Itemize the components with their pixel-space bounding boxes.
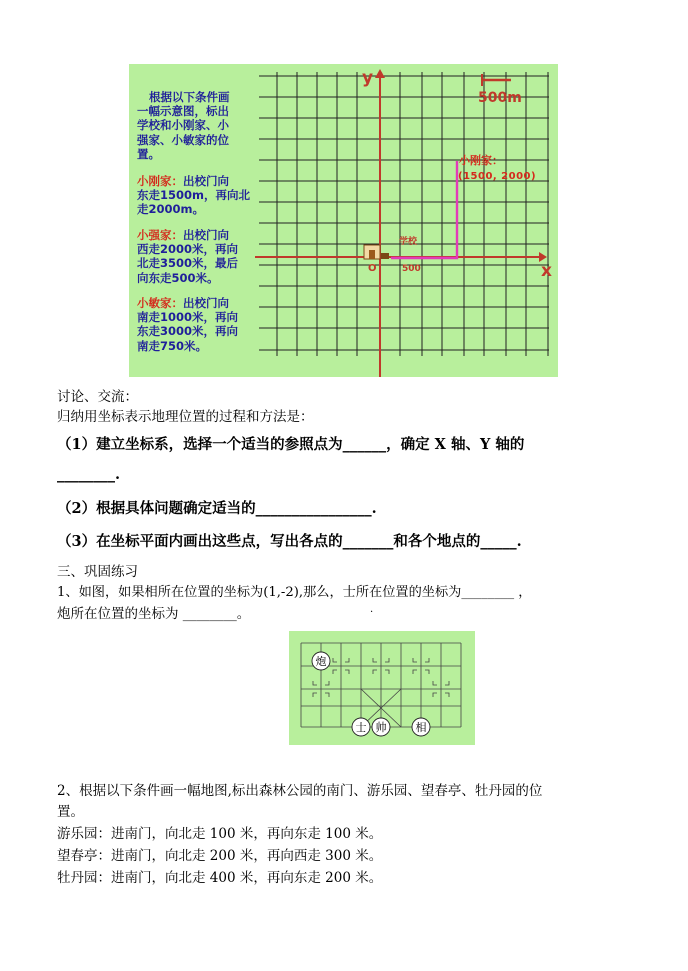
question-2-line-2: 置。: [57, 804, 84, 820]
xiaoqiang-line: 西走2000米，再向: [137, 242, 239, 257]
xiaomin-name: 小敏家：: [137, 296, 183, 310]
instruction-line: 置。: [137, 146, 160, 161]
xiaogang-condition: [137, 174, 265, 217]
condition-mudanyuan: 牡丹园：进南门，向北走 400 米，再向东走 200 米。: [57, 870, 383, 886]
xiaomin-condition: [137, 296, 265, 353]
step-1-text-b: ，确定 X 轴、Y 轴的: [386, 436, 525, 453]
xiaogang-first: 出校门向: [183, 174, 229, 188]
step-3-blank-1: _______: [342, 533, 394, 550]
pao-label: 炮: [315, 655, 327, 668]
xiaomin-line: 东走3000米，再向: [137, 324, 239, 339]
piece-shuai: [372, 718, 390, 736]
condition-youleyuan: 游乐园：进南门，向北走 100 米，再向东走 100 米。: [57, 826, 383, 842]
shuai-label: 帅: [375, 721, 387, 734]
step-2-blank: ________________.: [255, 500, 377, 517]
piece-shi: [352, 718, 370, 736]
piece-pao: [312, 652, 330, 670]
instruction-line: 学校和小刚家、小: [137, 118, 229, 133]
xiaogang-name: 小刚家：: [137, 174, 183, 188]
step-1: [57, 433, 524, 454]
school-door-icon: [369, 250, 375, 259]
xiaoqiang-line: 北走3500米，最后: [137, 256, 239, 271]
xiaogang-point-label: 小刚家：: [459, 154, 503, 167]
xiaoqiang-first: 出校门向: [183, 228, 229, 242]
x-axis-label: x: [541, 261, 552, 281]
scale-label: 500m: [478, 90, 522, 106]
instruction-line: 一幅示意图，标出: [137, 104, 229, 119]
xiaoqiang-name: 小强家：: [137, 228, 183, 242]
step-3-text-b: 和各个地点的: [393, 533, 481, 550]
chess-board: [289, 631, 475, 745]
step-3-text-a: （3）在坐标平面内画出这些点，写出各点的: [57, 533, 343, 550]
xiaomin-first: 出校门向: [183, 296, 229, 310]
discussion-title: 讨论、交流：: [57, 389, 138, 405]
xiaoqiang-condition: [137, 228, 265, 285]
step-1-blank-2: ________.: [57, 466, 121, 483]
question-2-line-1: 2、根据以下条件画一幅地图,标出森林公园的南门、游乐园、望春亭、牡丹园的位: [57, 783, 543, 799]
step-1-blank-1: ______: [342, 436, 387, 453]
step-3-blank-2: _____.: [480, 533, 522, 550]
y-axis-label: y: [362, 68, 374, 88]
question-1-dot: .: [370, 604, 374, 615]
chess-board-figure: [289, 631, 475, 745]
question-1-line-2: 炮所在位置的坐标为 ________。: [57, 606, 251, 622]
instruction-line: 根据以下条件画: [149, 90, 230, 104]
coordinate-figure: [129, 64, 558, 377]
xiaogang-line: 走2000m。: [137, 202, 204, 217]
xiaoqiang-line: 向东走500米。: [137, 270, 219, 285]
xiang-label: 相: [415, 721, 427, 734]
step-3: [57, 530, 522, 551]
xiaomin-line: 南走750米。: [137, 338, 208, 353]
question-1-line-1: 1、如图，如果相所在位置的坐标为(1,-2),那么，士所在位置的坐标为________ ，: [57, 585, 532, 600]
origin-label: O: [368, 263, 377, 274]
tick-500-label: 500: [402, 264, 421, 274]
shi-label: 士: [355, 721, 367, 734]
condition-wangchunting: 望春亭：进南门，向北走 200 米，再向西走 300 米。: [57, 848, 383, 864]
section-3-title: 三、巩固练习: [57, 564, 138, 580]
step-2-text: （2）根据具体问题确定适当的: [57, 500, 256, 517]
step-2: [57, 497, 377, 518]
piece-xiang: [412, 718, 430, 736]
y-axis-arrow: [375, 69, 385, 78]
school-label: 学校: [399, 237, 418, 247]
school-gate-icon: [381, 253, 389, 259]
xiaomin-line: 南走1000米，再向: [137, 310, 239, 325]
xiaogang-point-coord: (1500, 2000): [458, 171, 537, 182]
instruction-line: 强家、小敏家的位: [137, 132, 229, 147]
xiaogang-line: 东走1500m，再向北: [137, 188, 250, 203]
discussion-intro: 归纳用坐标表示地理位置的过程和方法是：: [57, 409, 314, 425]
instructions-block: [137, 90, 265, 161]
step-1-text-a: （1）建立坐标系，选择一个适当的参照点为: [57, 436, 343, 453]
